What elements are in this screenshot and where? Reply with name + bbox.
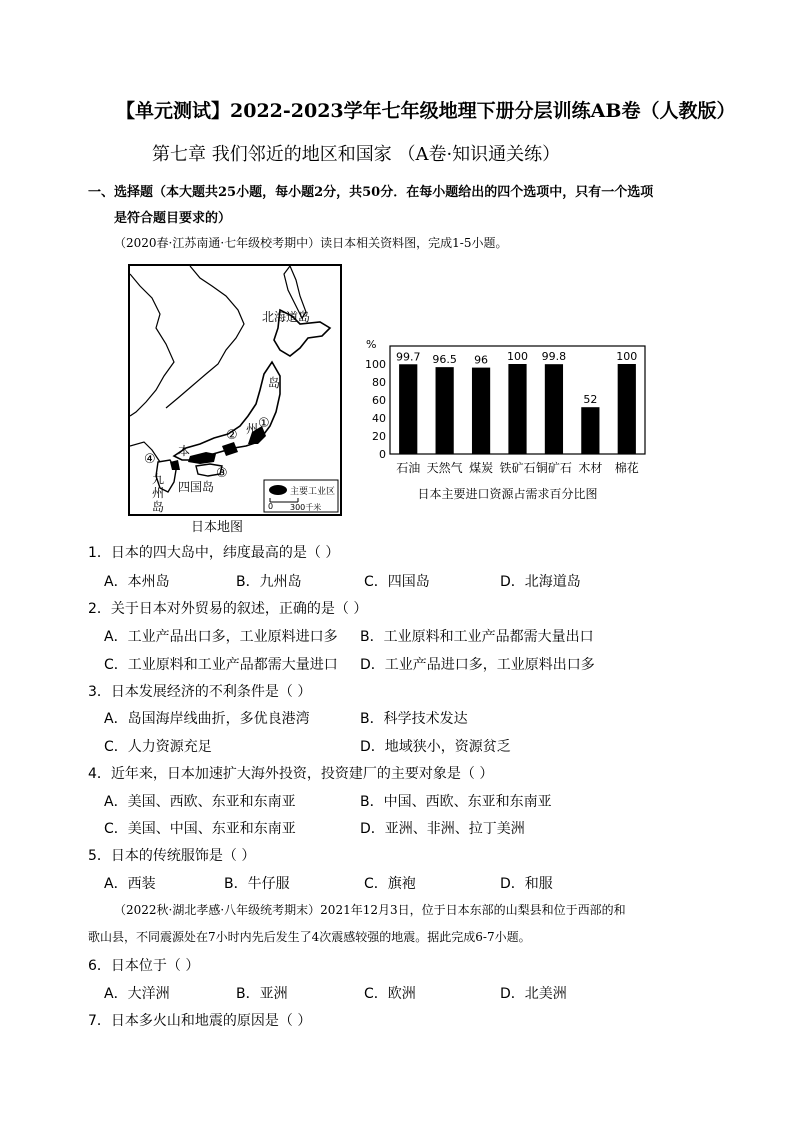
map-label-honshu-2: 州 — [246, 422, 259, 436]
bar-4 — [545, 364, 563, 454]
question-4-stem: 4．近年来，日本加速扩大海外投资，投资建厂的主要对象是（ ） — [88, 766, 494, 782]
category-label-0: 石油 — [396, 461, 421, 475]
section-heading-line2: 是符合题目要求的） — [114, 211, 232, 226]
import-bar-chart — [360, 336, 650, 516]
map-label-kyushu-2: 州 — [152, 486, 165, 500]
q2-option-c[interactable]: C．工业原料和工业产品都需大量进口 — [104, 657, 338, 673]
bar-1 — [436, 367, 454, 454]
marker-1: ① — [258, 416, 270, 431]
category-label-1: 天然气 — [426, 461, 463, 475]
scale-300km: 300千米 — [290, 503, 322, 512]
map-label-kyushu-3: 岛 — [152, 500, 165, 514]
page-subtitle: 第七章 我们邻近的地区和国家 （A卷·知识通关练） — [152, 144, 561, 165]
section-heading-line1: 一、选择题（本大题共25小题，每小题2分，共50分．在每小题给出的四个选项中，只有一个选项 — [88, 185, 654, 200]
q3-option-c[interactable]: C．人力资源充足 — [104, 739, 212, 755]
q1-option-b[interactable]: B．九州岛 — [236, 574, 302, 590]
data-label-5: 52 — [583, 393, 598, 407]
map-label-honshu-1: 本 — [178, 444, 191, 458]
bar-0 — [399, 364, 417, 454]
q4-option-b[interactable]: B．中国、西欧、东亚和东南亚 — [360, 794, 552, 810]
source-note-2-line1: （2022秋·湖北孝感·八年级统考期末）2021年12月3日，位于日本东部的山梨县和位于西部的和 — [114, 903, 626, 917]
bar-2 — [472, 368, 490, 454]
map-label-honshu-3: 岛 — [268, 376, 281, 390]
bar-5 — [581, 407, 599, 454]
q1-option-a[interactable]: A．本州岛 — [104, 574, 170, 590]
page-title: 【单元测试】2022-2023学年七年级地理下册分层训练AB卷（人教版） — [116, 100, 736, 122]
question-2-stem: 2．关于日本对外贸易的叙述，正确的是（ ） — [88, 601, 368, 617]
data-label-6: 100 — [616, 350, 638, 363]
q5-option-d[interactable]: D．和服 — [500, 876, 553, 892]
q6-option-d[interactable]: D．北美洲 — [500, 986, 567, 1002]
q2-option-a[interactable]: A．工业产品出口多，工业原料进口多 — [104, 629, 338, 645]
q5-option-b[interactable]: B．牛仔服 — [224, 876, 290, 892]
y-tick-label: 40 — [372, 412, 386, 425]
marker-3: ③ — [216, 466, 228, 481]
q6-option-b[interactable]: B．亚洲 — [236, 986, 288, 1002]
y-axis-unit: % — [366, 338, 377, 351]
q3-option-d[interactable]: D．地域狭小，资源贫乏 — [360, 739, 511, 755]
question-6-stem: 6．日本位于（ ） — [88, 958, 200, 974]
y-tick-label: 60 — [372, 394, 386, 407]
q3-option-a[interactable]: A．岛国海岸线曲折，多优良港湾 — [104, 711, 310, 727]
y-tick-label: 100 — [365, 358, 386, 371]
q5-option-a[interactable]: A．西装 — [104, 876, 156, 892]
q6-option-c[interactable]: C．欧洲 — [364, 986, 416, 1002]
data-label-3: 100 — [507, 350, 528, 363]
q4-option-d[interactable]: D．亚洲、非洲、拉丁美洲 — [360, 821, 525, 837]
map-caption: 日本地图 — [191, 520, 244, 535]
y-tick-label: 0 — [379, 448, 386, 461]
category-label-6: 棉花 — [614, 461, 639, 475]
q4-option-a[interactable]: A．美国、西欧、东亚和东南亚 — [104, 794, 296, 810]
category-label-5: 木材 — [578, 461, 603, 475]
marker-2: ② — [226, 428, 238, 443]
scale-zero: 0 — [268, 502, 274, 511]
question-1-stem: 1．日本的四大岛中，纬度最高的是（ ） — [88, 545, 340, 561]
data-label-1: 96.5 — [432, 353, 457, 367]
category-label-2: 煤炭 — [469, 461, 494, 475]
chart-title: 日本主要进口资源占需求百分比图 — [417, 487, 598, 501]
data-label-2: 96 — [474, 353, 489, 367]
q1-option-c[interactable]: C．四国岛 — [364, 574, 430, 590]
q2-option-b[interactable]: B．工业原料和工业产品都需大量出口 — [360, 629, 594, 645]
q5-option-c[interactable]: C．旗袍 — [364, 876, 416, 892]
map-label-hokkaido: 北海道岛 — [262, 310, 311, 324]
japan-map — [128, 264, 342, 516]
q4-option-c[interactable]: C．美国、中国、东亚和东南亚 — [104, 821, 296, 837]
marker-4: ④ — [144, 452, 156, 467]
data-label-4: 99.8 — [541, 350, 567, 364]
y-tick-label: 20 — [372, 430, 386, 443]
bar-3 — [508, 364, 526, 454]
q1-option-d[interactable]: D．北海道岛 — [500, 574, 581, 590]
question-5-stem: 5．日本的传统服饰是（ ） — [88, 848, 256, 864]
question-3-stem: 3．日本发展经济的不利条件是（ ） — [88, 684, 312, 700]
question-7-stem: 7．日本多火山和地震的原因是（ ） — [88, 1013, 312, 1029]
category-label-4: 铜矿石 — [535, 461, 572, 475]
y-tick-label: 80 — [372, 376, 386, 389]
source-note-1: （2020春·江苏南通·七年级校考期中）读日本相关资料图，完成1-5小题。 — [114, 236, 508, 250]
q2-option-d[interactable]: D．工业产品进口多，工业原料出口多 — [360, 657, 595, 673]
bar-6 — [618, 364, 636, 454]
source-note-2-line2: 歌山县，不同震源处在7小时内先后发生了4次震感较强的地震。据此完成6-7小题。 — [88, 930, 531, 944]
map-label-kyushu-1: 九 — [152, 472, 165, 486]
q6-option-a[interactable]: A．大洋洲 — [104, 986, 170, 1002]
legend-industrial-label: 主要工业区 — [290, 487, 336, 497]
map-label-shikoku: 四国岛 — [178, 480, 215, 494]
data-label-0: 99.7 — [395, 350, 421, 364]
category-label-3: 铁矿石 — [499, 461, 536, 475]
q3-option-b[interactable]: B．科学技术发达 — [360, 711, 468, 727]
